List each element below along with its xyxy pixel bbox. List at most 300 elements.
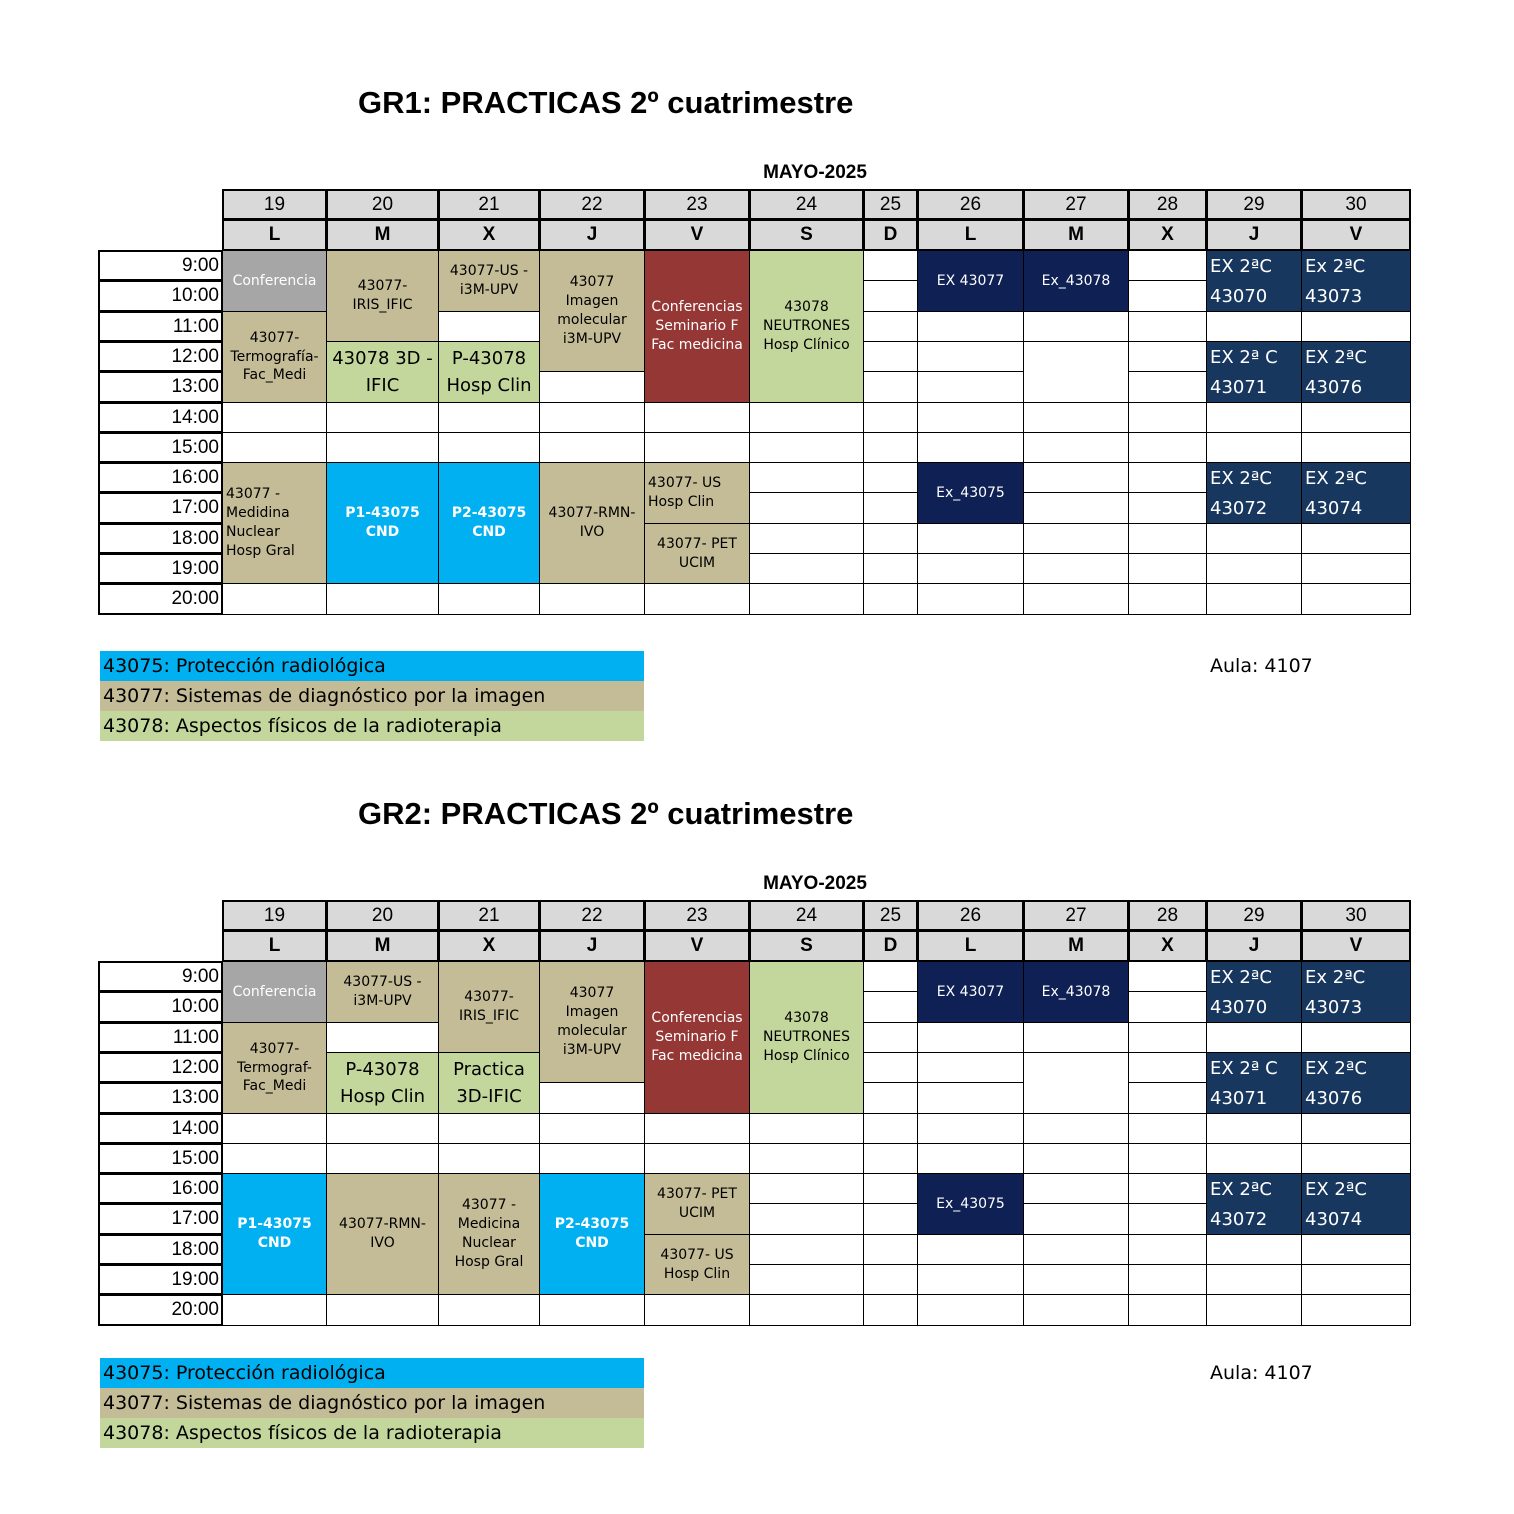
- weekday-header: J: [539, 930, 645, 962]
- grid-cell: [222, 1143, 327, 1174]
- grid-cell: [326, 402, 439, 433]
- grid-cell: [917, 1143, 1024, 1174]
- schedule-gr2: [0, 711, 1514, 1444]
- grid-cell: [863, 371, 918, 403]
- grid-cell: [917, 432, 1024, 463]
- grid-cell: [1206, 1143, 1302, 1174]
- grid-cell: [1301, 1022, 1411, 1053]
- schedule-event: [438, 1052, 540, 1114]
- schedule-event: [917, 961, 1024, 1023]
- grid-cell: [749, 432, 864, 463]
- schedule-event: [1301, 1173, 1411, 1235]
- grid-cell: [1206, 402, 1302, 433]
- event-text-line: P-43078: [451, 348, 527, 369]
- event-text-line: CND: [365, 524, 400, 540]
- event-text-line: Hosp Clin: [339, 1086, 426, 1107]
- legend-43078: 43078: Aspectos físicos de la radioterapia: [100, 1418, 644, 1448]
- event-text-line: EX 2ªC: [1210, 255, 1272, 277]
- time-label: 13:00: [98, 1082, 223, 1114]
- grid-cell: [1301, 553, 1411, 584]
- grid-cell: [1128, 1113, 1207, 1144]
- grid-cell: [1128, 1294, 1207, 1326]
- grid-cell: [222, 1294, 327, 1326]
- event-text-line: EX 2ª C: [1210, 1057, 1278, 1079]
- grid-cell: [1206, 553, 1302, 584]
- grid-cell: [1128, 341, 1207, 372]
- event-text-line: Fac_Medi: [242, 367, 307, 384]
- grid-cell: [539, 432, 645, 463]
- event-text-line: NEUTRONES: [762, 318, 851, 335]
- schedule-event: [1301, 341, 1411, 403]
- schedule-event: [438, 462, 540, 584]
- grid-cell: [1301, 1294, 1411, 1326]
- date-header: 24: [749, 189, 864, 220]
- date-header: 25: [863, 900, 918, 931]
- grid-cell: [1128, 1082, 1207, 1114]
- date-header: 30: [1301, 189, 1411, 220]
- grid-cell: [1128, 311, 1207, 342]
- weekday-header: L: [917, 930, 1024, 962]
- weekday-header: V: [1301, 219, 1411, 251]
- event-text-line: Ex_43078: [1041, 272, 1111, 289]
- grid-cell: [1023, 432, 1129, 463]
- grid-cell: [1301, 402, 1411, 433]
- event-text-line: Termograf-: [237, 1059, 312, 1076]
- grid-cell: [1023, 1143, 1129, 1174]
- grid-cell: [1128, 583, 1207, 615]
- grid-cell: [1206, 1294, 1302, 1326]
- grid-cell: [863, 1052, 918, 1083]
- schedule-event: [1206, 1052, 1302, 1114]
- grid-cell: [539, 1082, 645, 1114]
- schedule-event: [539, 250, 645, 372]
- date-header: 19: [222, 189, 327, 220]
- event-text-line: 43077 -: [226, 486, 281, 503]
- event-text-line: 43073: [1305, 285, 1363, 307]
- event-text-line: 43077- US: [660, 1246, 734, 1263]
- schedule-event: [1301, 250, 1411, 312]
- grid-cell: [749, 1203, 864, 1235]
- grid-cell: [1128, 1203, 1207, 1235]
- schedule-event: [1206, 1173, 1302, 1235]
- event-text-line: P1-43075: [345, 505, 420, 522]
- grid-cell: [1128, 250, 1207, 281]
- grid-cell: [1128, 1022, 1207, 1053]
- grid-cell: [326, 1113, 439, 1144]
- grid-cell: [863, 341, 918, 372]
- event-text-line: Imagen: [565, 1004, 619, 1021]
- schedule-event: [1206, 462, 1302, 524]
- grid-cell: [438, 432, 540, 463]
- event-text-line: Conferencias: [651, 299, 743, 316]
- event-text-line: EX 43077: [936, 272, 1005, 289]
- event-text-line: 43072: [1210, 497, 1268, 519]
- grid-cell: [749, 1113, 864, 1144]
- grid-cell: [1128, 371, 1207, 403]
- event-text-line: Termografía-: [230, 348, 319, 365]
- grid-cell: [1301, 1234, 1411, 1265]
- event-text-line: Hosp Clin: [663, 1265, 731, 1282]
- weekday-header: L: [222, 219, 327, 251]
- aula-label: Aula: 4107: [1210, 1362, 1313, 1384]
- time-label: 14:00: [98, 1113, 223, 1144]
- weekday-header: J: [539, 219, 645, 251]
- time-label: 15:00: [98, 1143, 223, 1174]
- time-label: 19:00: [98, 1264, 223, 1295]
- grid-cell: [438, 1143, 540, 1174]
- schedule-event: [1023, 961, 1129, 1023]
- event-text-line: i3M-UPV: [562, 1041, 622, 1058]
- grid-cell: [1128, 1052, 1207, 1083]
- grid-cell: [438, 1113, 540, 1144]
- grid-cell: [749, 583, 864, 615]
- grid-cell: [917, 1113, 1024, 1144]
- event-text-line: UCIM: [678, 1205, 716, 1221]
- weekday-header: S: [749, 930, 864, 962]
- grid-cell: [1023, 1113, 1129, 1144]
- grid-cell: [863, 402, 918, 433]
- grid-cell: [917, 311, 1024, 342]
- time-label: 20:00: [98, 583, 223, 615]
- grid-cell: [539, 1294, 645, 1326]
- time-label: 18:00: [98, 1234, 223, 1265]
- event-text-line: NEUTRONES: [762, 1029, 851, 1046]
- date-header: 30: [1301, 900, 1411, 931]
- schedule-event: [539, 462, 645, 584]
- grid-cell: [539, 1143, 645, 1174]
- event-text-line: Hosp Gral: [226, 542, 295, 559]
- event-text-line: Medicina: [457, 1216, 521, 1233]
- time-label: 12:00: [98, 341, 223, 372]
- event-text-line: Hosp Clínico: [763, 1047, 850, 1064]
- event-text-line: EX 2ªC: [1305, 1178, 1367, 1200]
- date-header: 25: [863, 189, 918, 220]
- event-text-line: Hosp Clin: [648, 494, 715, 510]
- grid-cell: [1206, 1022, 1302, 1053]
- event-text-line: 43077- US: [648, 475, 722, 492]
- event-text-line: 43071: [1210, 1087, 1268, 1109]
- schedule-event: [749, 250, 864, 403]
- grid-cell: [1023, 1173, 1129, 1204]
- schedule-event: [438, 1173, 540, 1295]
- event-text-line: 43074: [1305, 1208, 1363, 1230]
- event-text-line: 43076: [1305, 376, 1363, 398]
- event-text-line: Ex 2ªC: [1305, 966, 1366, 988]
- date-header: 27: [1023, 900, 1129, 931]
- merged-cell: [1023, 341, 1129, 403]
- event-text-line: P-43078: [345, 1059, 420, 1080]
- event-text-line: CND: [575, 1235, 609, 1251]
- weekday-header: L: [222, 930, 327, 962]
- event-text-line: P2-43075: [554, 1216, 630, 1233]
- date-header: 27: [1023, 189, 1129, 220]
- grid-cell: [863, 1173, 918, 1204]
- schedule-event: [326, 341, 439, 403]
- legend-43077: 43077: Sistemas de diagnóstico por la imagen: [100, 1388, 644, 1418]
- weekday-header: X: [438, 219, 540, 251]
- grid-cell: [917, 341, 1024, 372]
- time-label: 13:00: [98, 371, 223, 403]
- schedule-title: GR2: PRACTICAS 2º cuatrimestre: [358, 796, 854, 831]
- grid-cell: [539, 583, 645, 615]
- schedule-event: [438, 961, 540, 1053]
- grid-cell: [1128, 492, 1207, 524]
- weekday-header: L: [917, 219, 1024, 251]
- grid-cell: [1128, 1173, 1207, 1204]
- grid-cell: [749, 492, 864, 524]
- grid-cell: [1128, 1234, 1207, 1265]
- event-text-line: EX 2ªC: [1305, 346, 1367, 368]
- event-text-line: molecular: [557, 312, 627, 328]
- grid-cell: [644, 1294, 750, 1326]
- grid-cell: [222, 432, 327, 463]
- grid-cell: [222, 1113, 327, 1144]
- event-text-line: 43074: [1305, 497, 1363, 519]
- grid-cell: [863, 432, 918, 463]
- event-text-line: Fac medicina: [651, 336, 743, 353]
- grid-cell: [539, 402, 645, 433]
- schedule-title: GR1: PRACTICAS 2º cuatrimestre: [358, 85, 854, 120]
- event-text-line: Hosp Gral: [454, 1253, 524, 1270]
- grid-cell: [1023, 492, 1129, 524]
- schedule-event: [644, 1173, 750, 1235]
- schedule-event: [222, 961, 327, 1023]
- weekday-header: X: [1128, 930, 1207, 962]
- grid-cell: [1128, 1264, 1207, 1295]
- grid-cell: [917, 1234, 1024, 1265]
- event-text-line: 43077-: [249, 1040, 300, 1057]
- grid-cell: [438, 1294, 540, 1326]
- grid-cell: [644, 1143, 750, 1174]
- grid-cell: [1301, 1143, 1411, 1174]
- event-text-line: EX 43077: [936, 983, 1005, 1000]
- event-text-line: 43077-US -: [343, 974, 422, 991]
- grid-cell: [326, 1022, 439, 1053]
- schedule-event: [222, 250, 327, 312]
- grid-cell: [438, 311, 540, 342]
- grid-cell: [917, 1264, 1024, 1295]
- event-text-line: 43070: [1210, 996, 1268, 1018]
- schedule-event: [326, 462, 439, 584]
- date-header: 22: [539, 189, 645, 220]
- event-text-line: Ex_43075: [936, 484, 1005, 501]
- grid-cell: [539, 1113, 645, 1144]
- grid-cell: [644, 432, 750, 463]
- schedule-event: [1301, 462, 1411, 524]
- weekday-header: D: [863, 930, 918, 962]
- grid-cell: [1128, 432, 1207, 463]
- grid-cell: [863, 1203, 918, 1235]
- grid-cell: [917, 371, 1024, 403]
- weekday-header: M: [326, 930, 439, 962]
- time-label: 14:00: [98, 402, 223, 433]
- event-text-line: 43077-RMN-: [548, 505, 636, 522]
- schedule-event: [326, 1052, 439, 1114]
- date-header: 23: [644, 189, 750, 220]
- schedule-gr1: [0, 0, 1514, 737]
- weekday-header: V: [644, 930, 750, 962]
- event-text-line: 43077-US -: [449, 263, 529, 280]
- grid-cell: [1023, 1264, 1129, 1295]
- weekday-header: M: [1023, 219, 1129, 251]
- grid-cell: [863, 583, 918, 615]
- grid-cell: [1128, 553, 1207, 584]
- grid-cell: [863, 1294, 918, 1326]
- event-text-line: 43078: [784, 299, 829, 316]
- grid-cell: [1206, 1234, 1302, 1265]
- event-text-line: i3M-UPV: [562, 330, 622, 347]
- grid-cell: [326, 583, 439, 615]
- grid-cell: [326, 1294, 439, 1326]
- grid-cell: [863, 462, 918, 493]
- grid-cell: [863, 523, 918, 554]
- event-text-line: Conferencias: [651, 1010, 743, 1027]
- aula-label: Aula: 4107: [1210, 655, 1313, 677]
- grid-cell: [1301, 1264, 1411, 1295]
- date-header: 28: [1128, 189, 1207, 220]
- grid-cell: [1023, 311, 1129, 342]
- event-text-line: 43077- PET: [657, 1186, 737, 1203]
- date-header: 21: [438, 189, 540, 220]
- grid-cell: [917, 1294, 1024, 1326]
- grid-cell: [1301, 432, 1411, 463]
- time-label: 10:00: [98, 280, 223, 312]
- schedule-event: [222, 1022, 327, 1114]
- date-header: 23: [644, 900, 750, 931]
- event-text-line: 43076: [1305, 1087, 1363, 1109]
- event-text-line: Ex 2ªC: [1305, 255, 1366, 277]
- event-text-line: Conferencia: [232, 272, 317, 289]
- event-text-line: Medidina: [226, 505, 290, 522]
- grid-cell: [749, 462, 864, 493]
- date-header: 29: [1206, 189, 1302, 220]
- schedule-event: [917, 462, 1024, 524]
- event-text-line: i3M-UPV: [459, 282, 519, 298]
- grid-cell: [326, 1143, 439, 1174]
- schedule-event: [438, 250, 540, 312]
- grid-cell: [1023, 1022, 1129, 1053]
- grid-cell: [863, 553, 918, 584]
- grid-cell: [539, 371, 645, 403]
- grid-cell: [326, 432, 439, 463]
- grid-cell: [917, 523, 1024, 554]
- grid-cell: [917, 1052, 1024, 1083]
- grid-cell: [1128, 402, 1207, 433]
- grid-cell: [644, 1113, 750, 1144]
- event-text-line: UCIM: [678, 554, 716, 571]
- event-text-line: Nuclear: [462, 1235, 516, 1251]
- grid-cell: [863, 1113, 918, 1144]
- weekday-header: S: [749, 219, 864, 251]
- schedule-event: [438, 341, 540, 403]
- event-text-line: IFIC: [365, 375, 400, 396]
- grid-cell: [1023, 553, 1129, 584]
- grid-cell: [863, 250, 918, 281]
- grid-cell: [749, 523, 864, 554]
- date-header: 26: [917, 900, 1024, 931]
- grid-cell: [749, 1294, 864, 1326]
- schedule-event: [326, 250, 439, 342]
- event-text-line: 43077-: [249, 329, 300, 346]
- grid-cell: [917, 1082, 1024, 1114]
- legend-43075: 43075: Protección radiológica: [100, 1358, 644, 1388]
- grid-cell: [863, 961, 918, 992]
- schedule-event: [644, 462, 750, 524]
- event-text-line: CND: [257, 1235, 292, 1251]
- legend-43077: 43077: Sistemas de diagnóstico por la imagen: [100, 681, 644, 711]
- weekday-header: X: [1128, 219, 1207, 251]
- date-header: 20: [326, 189, 439, 220]
- event-text-line: 43077-: [464, 989, 514, 1006]
- schedule-event: [917, 250, 1024, 312]
- grid-cell: [749, 1173, 864, 1204]
- grid-cell: [1206, 432, 1302, 463]
- event-text-line: Fac_Medi: [242, 1078, 307, 1095]
- event-text-line: EX 2ªC: [1210, 1178, 1272, 1200]
- event-text-line: P2-43075: [451, 505, 527, 522]
- schedule-event: [1206, 341, 1302, 403]
- grid-cell: [749, 1234, 864, 1265]
- grid-cell: [863, 280, 918, 312]
- grid-cell: [749, 402, 864, 433]
- schedule-event: [326, 961, 439, 1023]
- time-label: 18:00: [98, 523, 223, 554]
- event-text-line: 43077: [569, 985, 615, 1002]
- event-text-line: 3D-IFIC: [456, 1086, 522, 1107]
- date-header: 28: [1128, 900, 1207, 931]
- event-text-line: 43071: [1210, 376, 1268, 398]
- schedule-event: [539, 1173, 645, 1295]
- time-label: 15:00: [98, 432, 223, 463]
- grid-cell: [917, 1022, 1024, 1053]
- date-header: 21: [438, 900, 540, 931]
- grid-cell: [1023, 1294, 1129, 1326]
- event-text-line: 43073: [1305, 996, 1363, 1018]
- grid-cell: [644, 583, 750, 615]
- weekday-header: V: [1301, 930, 1411, 962]
- grid-cell: [1128, 280, 1207, 312]
- event-text-line: 43077- PET: [657, 535, 737, 552]
- grid-cell: [1206, 311, 1302, 342]
- event-text-line: EX 2ªC: [1305, 467, 1367, 489]
- event-text-line: 43078: [784, 1010, 829, 1027]
- schedule-event: [644, 250, 750, 403]
- date-header: 22: [539, 900, 645, 931]
- event-text-line: EX 2ªC: [1210, 966, 1272, 988]
- grid-cell: [917, 553, 1024, 584]
- event-text-line: Ex_43078: [1041, 983, 1111, 1000]
- event-text-line: 43070: [1210, 285, 1268, 307]
- date-header: 24: [749, 900, 864, 931]
- event-text-line: IRIS_IFIC: [352, 297, 413, 313]
- schedule-event: [222, 1173, 327, 1295]
- date-header: 26: [917, 189, 1024, 220]
- schedule-event: [917, 1173, 1024, 1235]
- event-text-line: P1-43075: [237, 1216, 312, 1233]
- date-header: 20: [326, 900, 439, 931]
- legend-43078: 43078: Aspectos físicos de la radioterapia: [100, 711, 644, 741]
- event-text-line: i3M-UPV: [353, 993, 412, 1009]
- grid-cell: [863, 1264, 918, 1295]
- grid-cell: [1301, 523, 1411, 554]
- event-text-line: Fac medicina: [651, 1047, 743, 1064]
- grid-cell: [1301, 1113, 1411, 1144]
- grid-cell: [1023, 583, 1129, 615]
- schedule-event: [326, 1173, 439, 1295]
- month-label: MAYO-2025: [763, 162, 867, 183]
- time-label: 10:00: [98, 991, 223, 1023]
- event-text-line: Hosp Clin: [446, 375, 532, 396]
